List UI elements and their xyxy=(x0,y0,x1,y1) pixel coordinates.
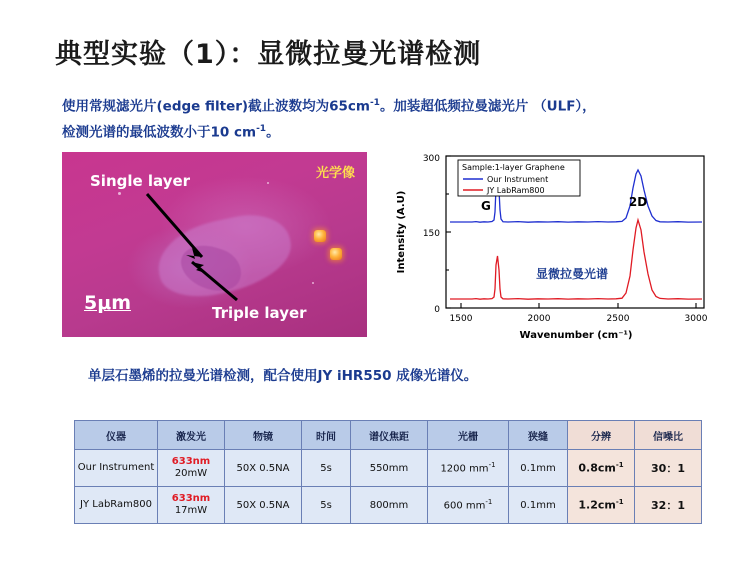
svg-text:Wavenumber (cm⁻¹): Wavenumber (cm⁻¹) xyxy=(519,330,633,341)
grating-unit-sup: -1 xyxy=(485,498,493,507)
optical-image-label: 光学像 xyxy=(315,166,355,181)
cell-snr: 32：1 xyxy=(635,487,702,524)
svg-text:3000: 3000 xyxy=(684,314,708,324)
excitation-power: 17mW xyxy=(174,505,208,516)
figure-caption: 单层石墨烯的拉曼光谱检测，配合使用JY iHR550 成像光谱仪。 xyxy=(88,368,478,384)
th-snr: 信噪比 xyxy=(635,421,702,450)
cell-focal-length: 550mm xyxy=(351,450,428,487)
cell-instrument: Our Instrument xyxy=(75,450,158,487)
cell-grating xyxy=(428,450,509,487)
cell-time: 5s xyxy=(302,450,351,487)
subtitle-line2-b: 。 xyxy=(266,124,280,140)
cell-excitation xyxy=(158,450,225,487)
cell-resolution xyxy=(568,487,635,524)
cell-excitation xyxy=(158,487,225,524)
single-layer-label: Single layer xyxy=(90,172,191,190)
triple-layer-label: Triple layer xyxy=(212,304,307,322)
svg-text:G: G xyxy=(481,199,491,213)
th-focal-length: 谱仪焦距 xyxy=(351,421,428,450)
specification-table xyxy=(74,420,702,524)
subtitle-line1-a: 使用常规滤光片(edge filter)截止波数均为65cm xyxy=(62,98,370,115)
svg-text:2000: 2000 xyxy=(527,314,551,324)
cell-focal-length: 800mm xyxy=(351,487,428,524)
page-title: 典型实验（1）：显微拉曼光谱检测 xyxy=(55,39,482,70)
resolution-unit-sup: -1 xyxy=(615,461,624,470)
svg-text:JY LabRam800: JY LabRam800 xyxy=(487,186,545,195)
resolution-unit-sup: -1 xyxy=(615,498,624,507)
excitation-wavelength: 633nm xyxy=(171,456,211,467)
cell-instrument: JY LabRam800 xyxy=(75,487,158,524)
excitation-power: 20mW xyxy=(174,468,208,479)
svg-text:2D: 2D xyxy=(628,195,648,209)
subtitle-line2-a: 检测光谱的最低波数小于10 cm xyxy=(62,124,257,140)
svg-text:2500: 2500 xyxy=(606,314,630,324)
th-instrument: 仪器 xyxy=(75,421,158,450)
svg-text:300: 300 xyxy=(422,154,440,164)
table-header-row xyxy=(75,421,702,450)
th-resolution: 分辨 xyxy=(568,421,635,450)
cell-slit: 0.1mm xyxy=(509,450,568,487)
cell-slit: 0.1mm xyxy=(509,487,568,524)
table-row xyxy=(75,487,702,524)
subtitle-line1-b: 。加装超低频拉曼滤光片 （ULF）， xyxy=(379,98,596,115)
grating-value: 600 mm xyxy=(443,500,486,512)
scale-bar-label xyxy=(84,292,131,314)
raman-spectrum-chart xyxy=(388,148,718,348)
resolution-value: 0.8cm xyxy=(578,461,616,475)
th-excitation: 激发光 xyxy=(158,421,225,450)
cell-snr: 30：1 xyxy=(635,450,702,487)
scale-bar-underline: 5μm xyxy=(84,292,131,314)
subtitle-sup-2: -1 xyxy=(256,123,267,134)
svg-text:150: 150 xyxy=(422,229,440,239)
table-row xyxy=(75,450,702,487)
grating-value: 1200 mm xyxy=(440,463,489,475)
th-grating: 光栅 xyxy=(428,421,509,450)
th-time: 时间 xyxy=(302,421,351,450)
svg-text:1500: 1500 xyxy=(449,314,473,324)
svg-text:0: 0 xyxy=(434,305,440,315)
chart-svg xyxy=(388,148,718,348)
svg-text:Intensity (A.U): Intensity (A.U) xyxy=(396,190,407,274)
subtitle-text xyxy=(62,92,722,143)
cell-grating xyxy=(428,487,509,524)
optical-micrograph-image xyxy=(62,152,367,337)
cell-objective: 50X 0.5NA xyxy=(225,487,302,524)
subtitle-sup-1: -1 xyxy=(369,98,380,108)
cell-time: 5s xyxy=(302,487,351,524)
excitation-wavelength: 633nm xyxy=(171,493,211,504)
cell-objective: 50X 0.5NA xyxy=(225,450,302,487)
th-objective: 物镜 xyxy=(225,421,302,450)
chart-annotation-raman-label: 显微拉曼光谱 xyxy=(536,267,609,281)
cell-resolution xyxy=(568,450,635,487)
grating-unit-sup: -1 xyxy=(488,461,496,470)
th-slit: 狭缝 xyxy=(509,421,568,450)
svg-text:Sample:1-layer Graphene: Sample:1-layer Graphene xyxy=(462,163,565,172)
resolution-value: 1.2cm xyxy=(578,498,616,512)
svg-text:Our Instrument: Our Instrument xyxy=(487,175,549,184)
